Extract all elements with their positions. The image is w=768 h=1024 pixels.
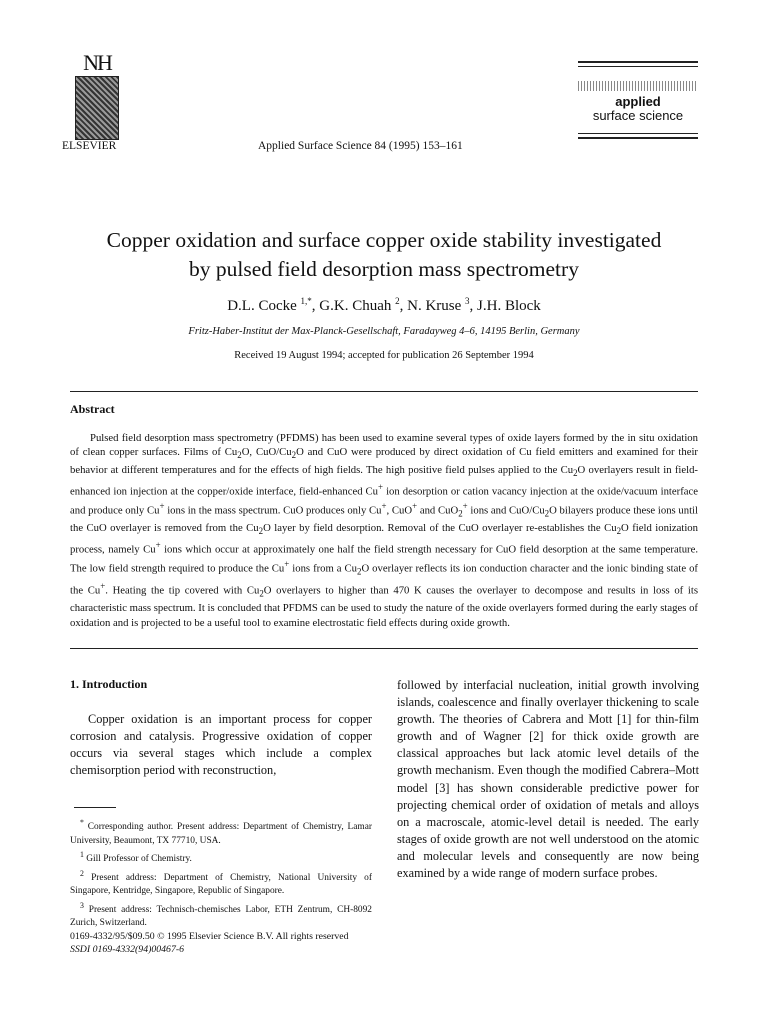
footnote bbox=[70, 899, 372, 931]
author-name: N. Kruse bbox=[407, 298, 462, 314]
brand-rule bbox=[578, 133, 698, 134]
brand-line-1: applied bbox=[615, 94, 661, 109]
divider bbox=[70, 391, 698, 392]
footnote-mark: * bbox=[80, 818, 84, 828]
author-name: D.L. Cocke bbox=[227, 298, 297, 314]
author-name: G.K. Chuah bbox=[319, 298, 392, 314]
logo-letters: NH bbox=[83, 50, 111, 75]
footnote bbox=[70, 867, 372, 899]
footnote-mark: 2 bbox=[80, 868, 84, 878]
footnote bbox=[70, 816, 372, 848]
intro-paragraph: Copper oxidation is an important process for copper corrosion and catalysis. Progressive oxidation of copper occurs via several stages which include a complex chemisorption period with reconstruction, bbox=[70, 712, 372, 778]
section-heading: 1. Introduction bbox=[70, 677, 148, 691]
right-column bbox=[397, 677, 699, 882]
journal-brand bbox=[578, 58, 698, 142]
journal-citation: Applied Surface Science 84 (1995) 153–161 bbox=[258, 140, 463, 152]
brand-rule bbox=[578, 66, 698, 67]
ssdi-line bbox=[70, 943, 349, 956]
left-column bbox=[70, 677, 372, 931]
title-line-1: Copper oxidation and surface copper oxide stability investigated bbox=[106, 228, 662, 252]
brand-line-2: surface science bbox=[592, 108, 684, 123]
copyright-block bbox=[70, 930, 349, 956]
author-name: J.H. Block bbox=[477, 298, 541, 314]
footnote-text: Corresponding author. Present address: Department of Chemistry, Lamar University, Beaumont, TX 77710, USA. bbox=[70, 822, 372, 846]
abstract-heading: Abstract bbox=[70, 402, 115, 416]
affiliation: Fritz-Haber-Institut der Max-Planck-Gesellschaft, Faradayweg 4–6, 14195 Berlin, Germany bbox=[188, 326, 580, 337]
footnotes bbox=[70, 816, 372, 930]
footnote-mark: 1 bbox=[80, 850, 84, 860]
title-line-2: by pulsed field desorption mass spectrometry bbox=[189, 257, 579, 281]
brand-rule bbox=[578, 137, 698, 139]
brand-rule bbox=[578, 61, 698, 63]
ssdi-value: 0169-4332(94)00467-6 bbox=[92, 944, 185, 955]
publisher-logo bbox=[70, 52, 124, 140]
footnote-mark: 3 bbox=[80, 900, 84, 910]
author-affiliation-mark: 1,* bbox=[300, 296, 312, 306]
paper-title bbox=[40, 226, 728, 284]
copyright-line: 0169-4332/95/$09.50 © 1995 Elsevier Science B.V. All rights reserved bbox=[70, 931, 349, 942]
footnote-rule bbox=[74, 807, 116, 808]
received-dates: Received 19 August 1994; accepted for publication 26 September 1994 bbox=[234, 350, 534, 361]
publisher-name: ELSEVIER bbox=[62, 140, 117, 152]
author-list: D.L. Cocke $^{1,*}$, G.K. Chuah $^2$, N. Kruse $^3$, J.H. Block bbox=[227, 296, 541, 314]
divider bbox=[70, 648, 698, 649]
author-affiliation-mark: 3 bbox=[465, 296, 470, 306]
footnote-text: Present address: Technisch-chemisches Labor, ETH Zentrum, CH-8092 Zurich, Switzerland. bbox=[70, 904, 372, 929]
footnote-text: Gill Professor of Chemistry. bbox=[83, 854, 192, 865]
brand-dotted-band bbox=[578, 81, 698, 91]
author-affiliation-mark: 2 bbox=[395, 296, 400, 306]
elsevier-crest-icon bbox=[75, 76, 119, 140]
abstract-body: Pulsed field desorption mass spectrometry (PFDMS) has been used to examine several types of oxide layers formed by the in situ oxidation of clean copper surfaces. Films of $Cu_2O$, CuO/$Cu_2O$ and CuO were produced by direct oxidation of Cu field emitters and examined for their behavior at different temperatures and for the effects of high fields. The high positive field pulses applied to the $Cu_2O$ overlayers result in field-enhanced ion injection at the copper/oxide interface, field-enhanced Cu+ ion desorption or cation vacancy injection at the oxide/vacuum interface and produce only Cu+ ions in the mass spectrum. CuO produces only Cu+, CuO+ and CuO$_2$+ ions and CuO/$Cu_2O$ bilayers produce these ions until the CuO overlayer is removed from the $Cu_2O$ layer by field desorption. Removal of the CuO overlayer re-establishes the $Cu_2O$ field ionization process, namely Cu+ ions which occur at approximately one half the field strength necessary for CuO field desorption at the same temperature. The low field strength required to produce the Cu+ ions from a $Cu_2O$ overlayer reflects its ion conduction character and the ionic binding state of the Cu+. Heating the tip covered with $Cu_2O$ overlayers to higher than 470 K causes the overlayer to decompose and results in loss of its characteristic mass spectrum. It is concluded that PFDMS can be used to study the nature of the oxide overlayers formed during the early stages of oxidation and is projected to be a useful tool to examine electrostatic field effects during oxide growth. bbox=[70, 432, 699, 629]
footnote-text: Present address: Department of Chemistry, National University of Singapore, Kentridge, Singapore, Republic of Singapore. bbox=[70, 872, 372, 897]
intro-paragraph-continued: followed by interfacial nucleation, initial growth involving islands, coalescence and finally overlayer thickening to scale growth. The theories of Cabrera and Mott [1] for thin-film growth and of Wagner [2] for thick oxide growth are classical approaches but lack atomic level details of the growth mechanism. Even though the modified Cabrera–Mott model [3] has shown considerable predictive power for projecting chemical order of oxidation of metals and alloys on a macroscale, atomic-level detail is needed. The early stages of oxide growth are not well understood on the atomic and molecular levels and consequently are now being examined by a wide range of modern surface probes. bbox=[397, 678, 699, 881]
footnote bbox=[70, 848, 372, 867]
ssdi-label: SSDI bbox=[70, 944, 91, 955]
